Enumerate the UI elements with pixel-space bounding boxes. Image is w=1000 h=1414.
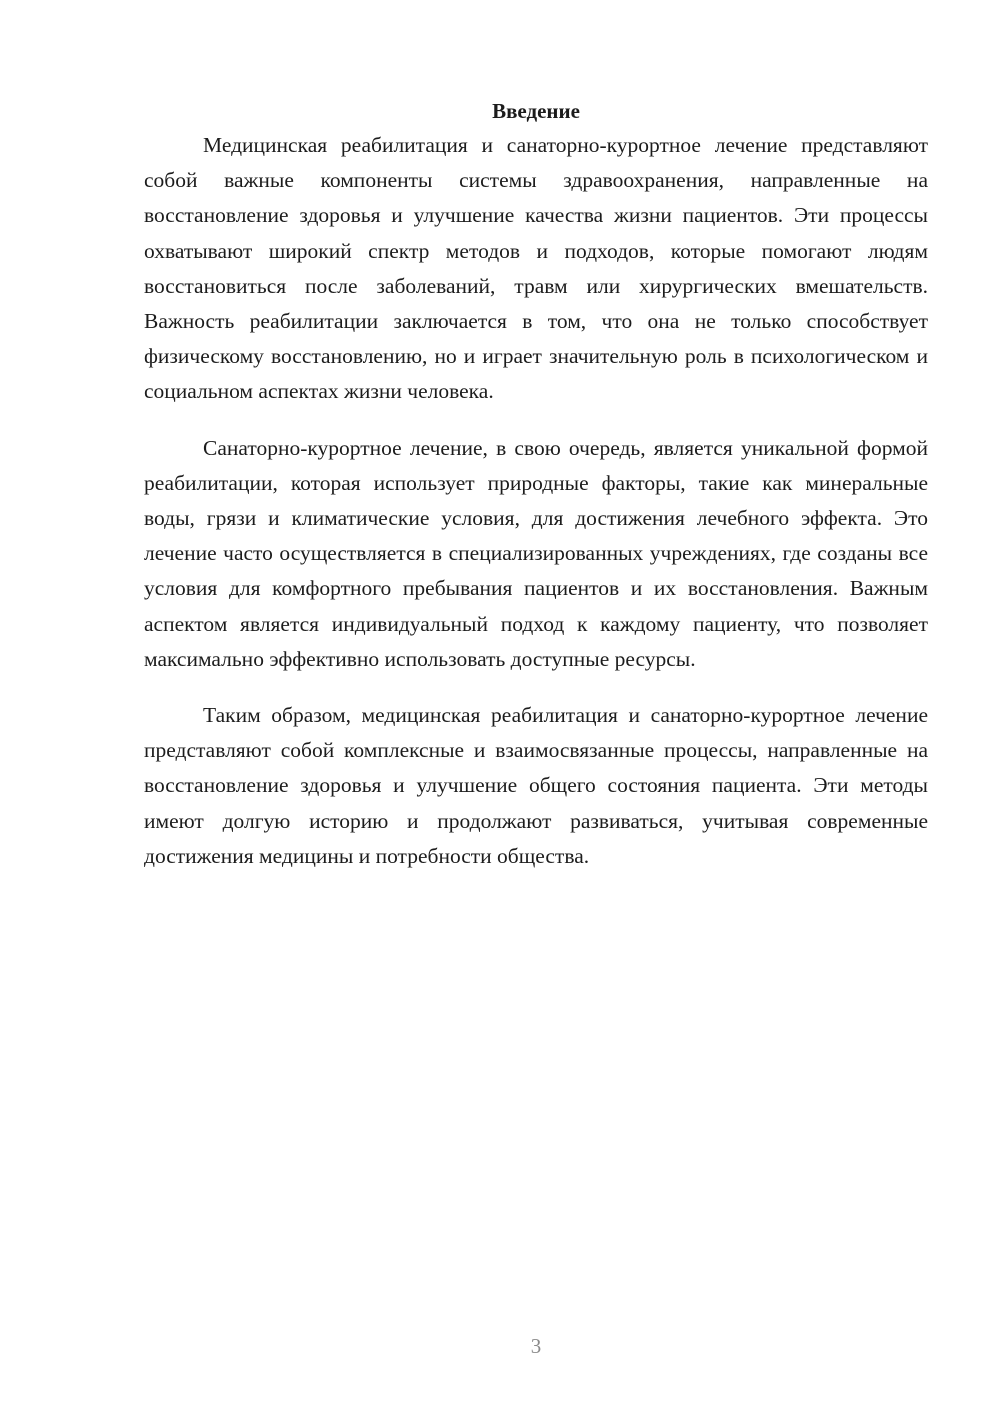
paragraph-2: Санаторно-курортное лечение, в свою очередь, является уникальной формой реабилитации, которая использует природные факторы, такие как минеральные воды, грязи и климатические условия, для достижения лечебного эффекта. Это лечение часто осуществляется в специализированных учреждениях, где созданы все условия для комфортного пребывания пациентов и их восстановления. Важным аспектом является индивидуальный подход к каждому пациенту, что позволяет максимально эффективно использовать доступные ресурсы.	[144, 435, 928, 671]
section-title: Введение	[492, 99, 580, 123]
page-content	[144, 95, 928, 874]
paragraph-3: Таким образом, медицинская реабилитация и санаторно-курортное лечение представляют собой комплексные и взаимосвязанные процессы, направленные на восстановление здоровья и улучшение общего состояния пациента. Эти методы имеют долгую историю и продолжают развиваться, учитывая современные достижения медицины и потребности общества.	[144, 703, 928, 868]
paragraph-1: Медицинская реабилитация и санаторно-курортное лечение представляют собой важные компоненты системы здравоохранения, направленные на восстановление здоровья и улучшение качества жизни пациентов. Эти процессы охватывают широкий спектр методов и подходов, которые помогают людям восстановиться после заболеваний, травм или хирургических вмешательств. Важность реабилитации заключается в том, что она не только способствует физическому восстановлению, но и играет значительную роль в психологическом и социальном аспектах жизни человека.	[144, 133, 928, 404]
page-number: 3	[530, 1334, 542, 1358]
